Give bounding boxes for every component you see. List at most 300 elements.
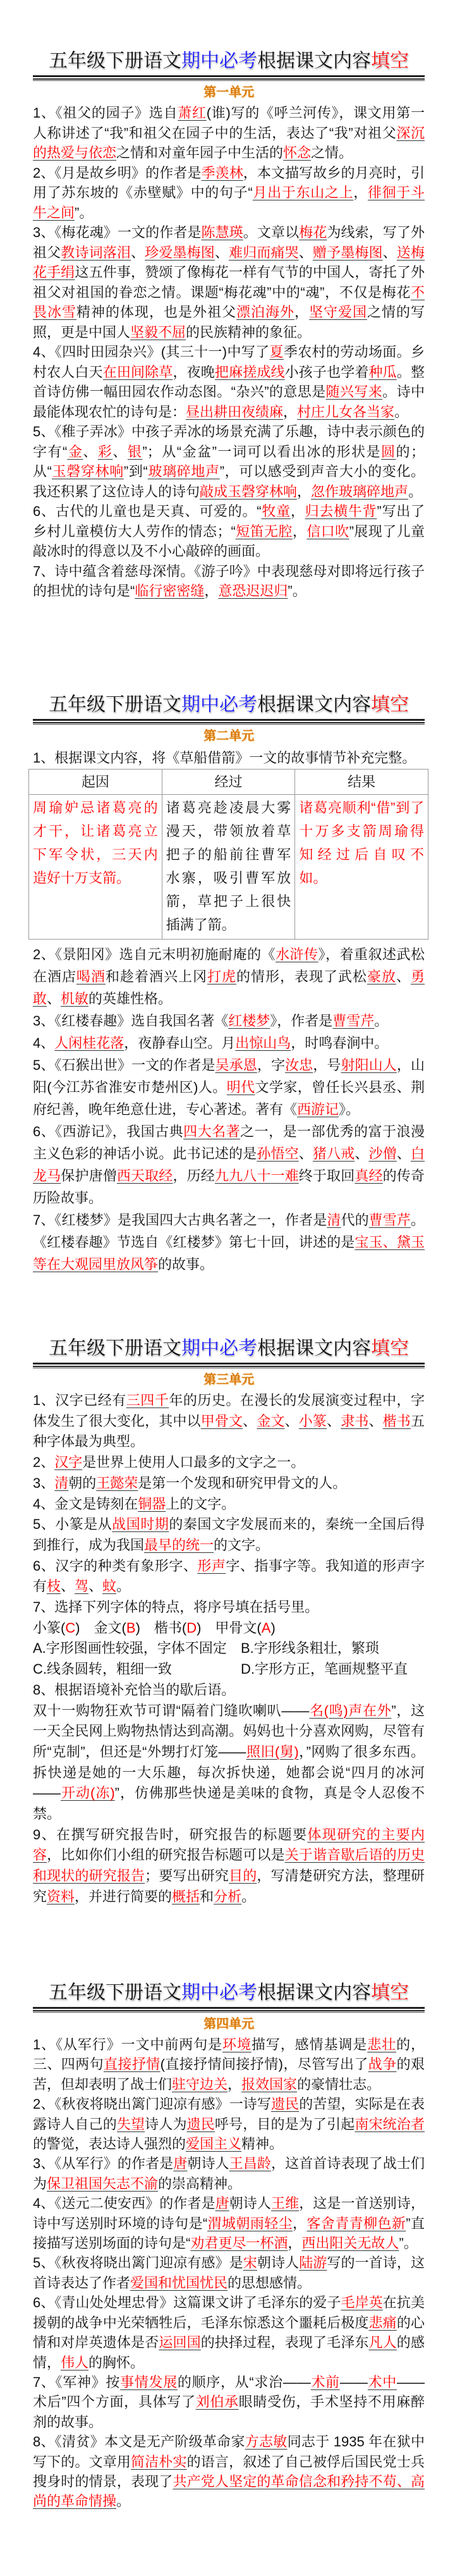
answer-blank: 曹雪芹 bbox=[368, 1212, 411, 1228]
question-text: 。诗中最能体现农忙的诗句是： bbox=[33, 384, 425, 420]
answer-blank: 怀念 bbox=[283, 145, 312, 161]
answer-blank: 玉磬穿林响 bbox=[51, 463, 124, 479]
question-text: 保护唐僧 bbox=[61, 1168, 117, 1184]
question-text: 4、《四时田园杂兴》(其三十一)中写了 bbox=[33, 344, 270, 360]
option-text: B.字形线条粗壮，繁琐 bbox=[241, 1640, 379, 1657]
question-text: ， bbox=[293, 2215, 307, 2231]
question-item bbox=[33, 2293, 425, 2372]
question-text: 、 bbox=[61, 1578, 75, 1595]
answer-blank: 陈慧瑛 bbox=[201, 224, 243, 240]
question-text: 的思想感情。 bbox=[228, 2274, 312, 2291]
answer-blank: 银 bbox=[127, 443, 143, 460]
question-text: 4、金文是铸刻在 bbox=[33, 1495, 138, 1512]
answer-blank: 陆游 bbox=[299, 2255, 327, 2271]
answer-blank: 体现研究的主要内容 bbox=[33, 1826, 425, 1863]
question-text: 3、《梅花魂》一文的作者是 bbox=[33, 224, 202, 240]
question-text: ，山阳(今江苏省淮安市楚州区)人。 bbox=[33, 1057, 425, 1095]
question-text: 描写，感情基调是 bbox=[251, 2037, 368, 2052]
answer-blank: 坚毅不屈 bbox=[130, 324, 186, 340]
answer-blank: 真经 bbox=[355, 1168, 383, 1184]
answer-letter: D bbox=[186, 1619, 197, 1636]
answer-blank: 漂泊海外 bbox=[236, 304, 294, 320]
answer-blank: 唐 bbox=[215, 2195, 229, 2212]
question-text: (直接抒情间接抒情)，尽管写出了 bbox=[160, 2056, 368, 2073]
answer-blank: 目的 bbox=[229, 1868, 257, 1884]
answer-blank: 短笛无腔 bbox=[235, 523, 293, 539]
question-text: 的语言，叙述了自己被俘后国民党士兵搜身时的情景，表现了 bbox=[33, 2453, 425, 2489]
question-text: 是世界上使用人口最多的文字之一。 bbox=[82, 1454, 305, 1471]
answer-blank: 客舍青青柳色新 bbox=[306, 2215, 406, 2231]
question-text: 、 bbox=[396, 1146, 411, 1162]
answer-blank: 王昌龄 bbox=[229, 2156, 271, 2172]
question-text: 这五件事，赞颂了像梅花一样有气节的中国人，寄托了外祖父对祖国的眷恋之情。课题“梅花魂”中的“魂”，不仅是梅花 bbox=[33, 264, 425, 300]
question-text: 的苦望，实际是在表露诗人自己的 bbox=[33, 2096, 425, 2132]
answer-blank: 开动(冻) bbox=[61, 1785, 115, 1801]
title-part: 根据课文内容 bbox=[257, 1338, 371, 1359]
question-text: ”。 bbox=[75, 204, 94, 221]
question-text: ， bbox=[297, 483, 312, 500]
question-text: 3、《红楼春趣》选自我国名著《 bbox=[33, 1013, 229, 1029]
answer-blank: 爱国和忧国忧民 bbox=[130, 2274, 228, 2291]
question-text: ， bbox=[204, 583, 219, 599]
question-text: 、 bbox=[284, 1413, 299, 1429]
answer-blank: 驾 bbox=[75, 1578, 89, 1595]
title-part-highlight: 填空 bbox=[371, 1338, 409, 1359]
question-text: 6、《青山处处埋忠骨》这篇课文讲了毛泽东的爱子 bbox=[33, 2295, 341, 2311]
question-item bbox=[33, 2253, 425, 2293]
answer-blank: 清 bbox=[327, 1212, 341, 1228]
question-item bbox=[33, 561, 425, 601]
question-text: 的警觉，表达诗人强烈的 bbox=[33, 2136, 186, 2152]
answer-blank: 射阳山人 bbox=[341, 1057, 397, 1073]
answer-blank: 汝忠 bbox=[285, 1057, 313, 1073]
answer-blank: 孙悟空 bbox=[257, 1146, 299, 1162]
question-text: 的故事。 bbox=[158, 1256, 214, 1272]
answer-blank: 遗民 bbox=[186, 2116, 215, 2132]
question-text: 。整首诗仿佛一幅田园农作动态图。“杂兴”的意思是 bbox=[33, 364, 425, 400]
question-text: 精神。 bbox=[241, 2136, 284, 2152]
unit-section bbox=[33, 691, 425, 1272]
question-text: 的情形，表现了武松 bbox=[236, 969, 367, 984]
question-text: ”，仿佛那些快递是美味的食物，真是令人忍俊不禁。 bbox=[33, 1785, 425, 1822]
answer-blank: 楷书 bbox=[382, 1413, 411, 1429]
answer-blank: 事情发展 bbox=[120, 2374, 178, 2390]
table-header: 经过 bbox=[162, 770, 295, 795]
answer-blank: 曹雪芹 bbox=[332, 1013, 375, 1029]
question-text: 5、小篆是从 bbox=[33, 1516, 112, 1533]
question-text: 1、根据课文内容，将《草船借箭》一文的故事情节补充完整。 bbox=[33, 750, 416, 766]
question-text: ， bbox=[283, 403, 298, 420]
question-text: ， bbox=[353, 185, 368, 200]
question-text: ，字 bbox=[257, 1057, 286, 1073]
question-text: 的文字。 bbox=[214, 1536, 270, 1553]
answer-blank: 临行密密缝 bbox=[135, 583, 205, 599]
question-text: ，这是一首送别诗，诗中写送别时环境的诗句是“ bbox=[33, 2195, 425, 2231]
question-text: —— bbox=[339, 2374, 368, 2390]
question-text: 7、《红楼梦》是我国四大古典名著之一，作者是 bbox=[33, 1212, 327, 1228]
title-divider bbox=[33, 75, 425, 80]
answer-blank: 悲壮 bbox=[367, 2037, 397, 2052]
answer-letter: B bbox=[126, 1619, 136, 1636]
question-item bbox=[33, 1032, 425, 1054]
question-text: 的胸怀。 bbox=[88, 2354, 145, 2371]
answer-blank: 萧红 bbox=[178, 105, 207, 121]
table-cell: 诸葛亮顺利“借”到了十万多支箭周瑜得知经过后自叹不如。 bbox=[295, 795, 428, 940]
page-title bbox=[33, 691, 425, 719]
question-text: 之情。 bbox=[311, 145, 353, 161]
question-text: 、 bbox=[355, 1146, 369, 1162]
answer-blank: 宝玉、黛玉等在大观园里放风筝 bbox=[33, 1234, 425, 1272]
question-text: ， bbox=[292, 523, 307, 539]
question-text: 。 bbox=[374, 1013, 389, 1029]
answer-blank: 梅花 bbox=[299, 224, 327, 240]
question-text: 8、根据语境补充恰当的歇后语。 bbox=[33, 1681, 236, 1698]
answer-blank: 唐 bbox=[173, 2156, 188, 2172]
question-text: ，夜晚 bbox=[173, 364, 215, 380]
answer-blank: 小篆 bbox=[298, 1413, 327, 1429]
answer-blank: 概括 bbox=[172, 1888, 200, 1904]
question-text: ， bbox=[290, 503, 305, 519]
title-part: 五年级下册语文 bbox=[49, 694, 181, 715]
table-row bbox=[29, 795, 428, 940]
question-text: 、 bbox=[88, 1578, 103, 1595]
answer-blank: 最早的统一 bbox=[144, 1536, 214, 1553]
question-text: 2、《月是故乡明》的作者是 bbox=[33, 164, 202, 181]
answer-blank: 蚊 bbox=[102, 1578, 117, 1595]
answer-blank: 沙僧 bbox=[368, 1146, 397, 1162]
question-item bbox=[33, 747, 425, 769]
answer-blank: 勇敢 bbox=[33, 969, 425, 1007]
option-text: D.字形方正，笔画规整平直 bbox=[241, 1661, 408, 1677]
answer-blank: 意恐迟迟归 bbox=[218, 583, 288, 599]
answer-letter: C bbox=[65, 1619, 76, 1636]
question-text: 、 bbox=[214, 244, 229, 261]
question-text: 4、《送元二使安西》的作者是 bbox=[33, 2195, 215, 2212]
unit-section bbox=[33, 1979, 425, 2510]
answer-blank: 随兴写来 bbox=[325, 384, 383, 400]
question-text: 2、《秋夜将晓出篱门迎凉有感》一诗写 bbox=[33, 2096, 271, 2113]
question-text: ，号 bbox=[313, 1057, 341, 1073]
answer-blank: 豪放 bbox=[367, 969, 396, 984]
question-text: 6、古代的儿童也是天真、可爱的。“ bbox=[33, 503, 262, 519]
table-cell: 周瑜妒忌诸葛亮的才干，让诸葛亮立下军令状，三天内造好十万支箭。 bbox=[29, 795, 162, 940]
title-divider bbox=[33, 719, 425, 723]
title-part: 五年级下册语文 bbox=[49, 1338, 181, 1359]
title-part-highlight: 期中必考 bbox=[181, 1982, 257, 2003]
unit-heading: 第二单元 bbox=[203, 729, 254, 743]
answer-blank: 忽作玻璃碎地声 bbox=[311, 483, 409, 500]
question-text: 之情的写照，更是中国人 bbox=[33, 304, 425, 340]
question-text: 代的 bbox=[341, 1212, 369, 1228]
question-text: ”。 bbox=[288, 583, 306, 599]
answer-blank: 坚守爱国 bbox=[308, 304, 367, 320]
answer-blank: 金文 bbox=[257, 1413, 285, 1429]
answer-blank: 铜器 bbox=[138, 1495, 166, 1512]
answer-blank: 甲骨文 bbox=[200, 1413, 243, 1429]
question-text: ，时鸣春涧中。 bbox=[291, 1035, 389, 1051]
question-text: ”，这一天全民网上购物热情达到高潮。妈妈也十分喜欢网购，尽管有所“克制”，但还是“外甥打灯笼—— bbox=[33, 1702, 425, 1760]
answer-blank: 西游记 bbox=[297, 1101, 339, 1117]
answer-blank: 敲成玉磬穿林响 bbox=[200, 483, 298, 500]
question-text: 之一，是一部优秀的富于浪漫主义色彩的神话小说。此书记述的是 bbox=[33, 1124, 425, 1162]
question-item bbox=[33, 1120, 425, 1209]
title-part: 根据课文内容 bbox=[257, 1982, 371, 2003]
answer-blank: 猪八戒 bbox=[312, 1146, 355, 1162]
question-text: 、 bbox=[396, 969, 411, 984]
answer-blank: 玻璃碎地声 bbox=[147, 463, 220, 479]
answer-blank: 不畏冰雪 bbox=[33, 284, 425, 320]
title-part: 根据课文内容 bbox=[257, 694, 371, 715]
question-text: 的；从“ bbox=[33, 443, 425, 479]
title-part-highlight: 填空 bbox=[371, 1982, 409, 2003]
question-text: ”，可以感受到声音大小的变化。我还积累了这位诗人的诗句 bbox=[33, 463, 425, 500]
question-text: ，历经 bbox=[173, 1168, 215, 1184]
option-text: C.线条圆转，粗细一致 bbox=[33, 1661, 173, 1677]
answer-blank: 悲痛 bbox=[368, 2314, 397, 2331]
question-text: 1、《祖父的园子》选自 bbox=[33, 105, 178, 121]
question-text: ， bbox=[228, 2076, 242, 2092]
question-item bbox=[33, 2154, 425, 2193]
question-text: 上的文字。 bbox=[166, 1495, 236, 1512]
question-item bbox=[33, 1556, 425, 1597]
answer-blank: 渭城朝雨轻尘 bbox=[207, 2215, 293, 2231]
title-part-highlight: 期中必考 bbox=[181, 51, 257, 71]
question-text: 之情和对童年园子中生活的 bbox=[116, 145, 284, 161]
title-part: 五年级下册语文 bbox=[49, 51, 181, 71]
answer-letter: A bbox=[261, 1619, 271, 1636]
answer-blank: 术前 bbox=[310, 2374, 340, 2390]
question-text: 1、《从军行》一文中前两句是 bbox=[33, 2037, 223, 2052]
answer-blank: 红楼梦 bbox=[228, 1013, 270, 1029]
answer-blank: 白龙马 bbox=[33, 1146, 425, 1184]
question-text: 和 bbox=[200, 1888, 214, 1904]
question-text: ，比如你们小组的研究报告标题可以是 bbox=[47, 1847, 285, 1863]
answer-blank: 保卫祖国矢志不渝 bbox=[47, 2175, 159, 2192]
answer-blank: 徘徊于斗牛之间 bbox=[33, 185, 425, 221]
question-text: ，本文描写故乡的月亮时，引用了苏东坡的《赤壁赋》中的句子“ bbox=[33, 164, 425, 200]
question-text: 。 bbox=[116, 1578, 131, 1595]
answer-blank: 牧童 bbox=[261, 503, 291, 519]
question-text: ”展现了儿童敲冰时的得意以及不小心敲碎的画面。 bbox=[33, 523, 425, 559]
unit-heading: 第一单元 bbox=[203, 85, 254, 99]
answer-blank: 难归而痛哭 bbox=[229, 244, 299, 261]
question-text: 、 bbox=[368, 1413, 383, 1429]
question-text: 为线索，写了外祖父 bbox=[33, 224, 425, 261]
question-item bbox=[33, 2094, 425, 2154]
question-text: 朝诗人 bbox=[229, 2195, 271, 2212]
answer-blank: 把麻搓成线 bbox=[214, 364, 285, 380]
answer-blank: 分析 bbox=[214, 1888, 242, 1904]
question-text: ， bbox=[294, 304, 309, 320]
question-text: 写的一首诗，这首诗表达了作者 bbox=[33, 2255, 425, 2291]
question-text: (谁)写的《呼兰河传》，课文用第一人称讲述了“我”和祖父在园子中的生活，表达了“我”对祖父 bbox=[33, 105, 425, 141]
answer-blank: 术中 bbox=[367, 2374, 397, 2390]
question-text: 。《红楼春趣》节选自《红楼梦》第七十回，讲述的是 bbox=[33, 1212, 425, 1250]
question-item bbox=[33, 342, 425, 422]
question-text: 2、《景阳冈》选自元末明初施耐庵的《 bbox=[33, 947, 276, 962]
question-text: 》。 bbox=[339, 1101, 360, 1117]
answer-blank: 环境 bbox=[222, 2037, 252, 2052]
unit-body bbox=[33, 1390, 425, 1908]
answer-blank: 西天取经 bbox=[116, 1168, 173, 1184]
question-item bbox=[33, 223, 425, 342]
question-item bbox=[33, 1452, 425, 1473]
question-text: ”。 bbox=[399, 2235, 418, 2252]
question-text: 精神的体现，也是外祖父 bbox=[76, 304, 236, 320]
answer-blank: 驻守边关 bbox=[172, 2076, 228, 2092]
answer-blank: 隶书 bbox=[341, 1413, 369, 1429]
question-text: ，这首首诗表现了战士们为 bbox=[33, 2156, 425, 2192]
question-text: 的民族精神的象征。 bbox=[186, 324, 312, 340]
title-part: 根据课文内容 bbox=[257, 51, 371, 71]
question-text: 5、《石猴出世》一文的作者是 bbox=[33, 1057, 215, 1073]
question-text: ) 金文( bbox=[75, 1619, 126, 1636]
answer-blank: 夏 bbox=[269, 344, 284, 360]
question-text: 朝诗人 bbox=[257, 2255, 300, 2271]
answer-blank: 出惊山鸟 bbox=[235, 1035, 291, 1051]
answer-blank: 爱国主义 bbox=[186, 2136, 242, 2152]
question-text: 、 bbox=[243, 1413, 257, 1429]
question-text: 小孩子也学着 bbox=[284, 364, 369, 380]
question-text: 的豪情壮志。 bbox=[297, 2076, 381, 2092]
answer-blank: 种瓜 bbox=[368, 364, 397, 380]
question-item bbox=[33, 1597, 425, 1618]
question-text: 双十一购物狂欢节可谓“隔着门缝吹喇叭—— bbox=[33, 1702, 310, 1719]
question-text: 、 bbox=[112, 443, 128, 460]
title-part-highlight: 填空 bbox=[371, 694, 409, 715]
answer-blank: 三四千 bbox=[126, 1392, 169, 1408]
answer-blank: 信口吹 bbox=[306, 523, 349, 539]
question-text: ，夜静春山空。月 bbox=[124, 1035, 236, 1051]
answer-blank: 明代 bbox=[226, 1079, 255, 1095]
question-item bbox=[33, 1473, 425, 1494]
question-text: ) 楷书( bbox=[135, 1619, 187, 1636]
question-item bbox=[33, 1054, 425, 1120]
answer-blank: 王维 bbox=[271, 2195, 300, 2212]
question-text: 9、在撰写研究报告时，研究报告的标题要 bbox=[33, 1826, 308, 1843]
title-divider bbox=[33, 2007, 425, 2011]
question-text: 文学家，曾任长兴县丞、荆府纪善，晚年绝意仕进，专心著述。著有《 bbox=[33, 1079, 425, 1117]
question-text: 1、汉字已经有 bbox=[33, 1392, 126, 1408]
question-text: 的感情， bbox=[33, 2334, 425, 2371]
answer-blank: 形声 bbox=[197, 1557, 226, 1574]
answer-blank: 方志敏 bbox=[245, 2434, 288, 2450]
question-text: 是第一个发现和研究甲骨文的人。 bbox=[138, 1475, 347, 1491]
question-text: 朝诗人 bbox=[187, 2156, 229, 2172]
question-text: 同志于 1935 年在狱中写下的。文章用 bbox=[33, 2434, 425, 2470]
title-part-highlight: 填空 bbox=[371, 51, 409, 71]
question-text: 字、指事字等。我知道的形声字有 bbox=[33, 1557, 425, 1595]
question-item bbox=[33, 1618, 425, 1639]
question-text: 年的历史。在漫长的发展演变过程中，字体发生了很大变化，其中以 bbox=[33, 1392, 425, 1429]
answer-blank: 金 bbox=[67, 443, 83, 460]
unit-body bbox=[33, 103, 425, 601]
question-text: 的顺序，从“求治—— bbox=[177, 2374, 311, 2390]
unit-section bbox=[33, 47, 425, 599]
question-text: 》，着重叙述武松在酒店 bbox=[33, 947, 425, 984]
question-item bbox=[33, 1701, 425, 1825]
question-item bbox=[33, 1390, 425, 1452]
answer-blank: 在田间除草 bbox=[102, 364, 173, 380]
question-text: 的心情和对岸英遗体是否 bbox=[33, 2314, 425, 2351]
question-text: 眼睛受伤，手术坚持不用麻醉剂的故事。 bbox=[33, 2394, 425, 2430]
question-text: 、 bbox=[298, 244, 313, 261]
table-header: 结果 bbox=[295, 770, 428, 795]
question-text: ”到“ bbox=[123, 463, 148, 479]
question-text: 5、《秋夜将晓出篱门迎凉有感》是 bbox=[33, 2255, 243, 2271]
question-text: 的传奇历险故事。 bbox=[33, 1168, 425, 1206]
question-text: 的，三、四两句 bbox=[33, 2037, 425, 2073]
option-row bbox=[33, 1659, 425, 1680]
question-text: 7、《军神》按 bbox=[33, 2374, 121, 2390]
option-row bbox=[33, 1638, 425, 1659]
answer-blank: 吴承恩 bbox=[215, 1057, 257, 1073]
question-text: 的抉择过程，表现了毛泽东 bbox=[200, 2334, 369, 2351]
table-header-row bbox=[29, 770, 428, 795]
answer-blank: 赠予墨梅图 bbox=[312, 244, 383, 261]
question-item bbox=[33, 422, 425, 501]
question-text: ) 甲骨文( bbox=[197, 1619, 262, 1636]
question-text: ；要写出研究 bbox=[145, 1868, 229, 1884]
answer-blank: 圆 bbox=[380, 443, 396, 460]
unit-section bbox=[33, 1335, 425, 1904]
answer-blank: 关于谐音歇后语的历史和现状的研究报告 bbox=[33, 1847, 425, 1884]
question-item bbox=[33, 1514, 425, 1555]
question-text: 、 bbox=[131, 244, 145, 261]
answer-blank: 凡人 bbox=[368, 2334, 397, 2351]
answer-blank: 直接抒情 bbox=[104, 2056, 161, 2073]
answer-blank: 共产党人坚定的革命信念和矜持不苟、高尚的革命情操 bbox=[33, 2473, 425, 2510]
question-text: ，”网购了很多东西。拆快递是她的一大乐趣，每次拆快递，她都会说“四月的冰河—— bbox=[33, 1743, 425, 1801]
question-text: 、 bbox=[47, 991, 61, 1007]
answer-blank: 打虎 bbox=[207, 969, 236, 984]
answer-blank: 名(鸣)声在外 bbox=[309, 1702, 392, 1719]
unit-heading: 第三单元 bbox=[203, 1373, 254, 1387]
question-text: 5、《稚子弄冰》中孩子弄冰的场景充满了乐趣，诗中表示颜色的字有“ bbox=[33, 424, 425, 460]
answer-blank: 月出于东山之上 bbox=[252, 185, 354, 200]
answer-blank: 毛岸英 bbox=[341, 2295, 383, 2311]
question-item bbox=[33, 943, 425, 1010]
answer-blank: 珍爱墨梅图 bbox=[145, 244, 215, 261]
question-text: ，并进行简要的 bbox=[75, 1888, 173, 1904]
page-title bbox=[33, 1979, 425, 2007]
question-text: ”写出了乡村儿童模仿大人劳作的情态；“ bbox=[33, 503, 425, 539]
question-text: 、 bbox=[298, 1146, 313, 1162]
question-text: 。 bbox=[241, 1888, 256, 1904]
title-part: 五年级下册语文 bbox=[49, 1982, 181, 2003]
answer-blank: 九九八十一难 bbox=[214, 1168, 299, 1184]
answer-blank: 战国时期 bbox=[112, 1516, 169, 1533]
question-text: 的英雄性格。 bbox=[88, 991, 173, 1007]
answer-blank: 教诗词落泪 bbox=[61, 244, 131, 261]
answer-blank: 刘伯承 bbox=[195, 2394, 239, 2410]
answer-blank: 报效国家 bbox=[241, 2076, 298, 2092]
answer-blank: 简洁朴实 bbox=[131, 2453, 187, 2470]
unit-heading: 第四单元 bbox=[203, 2017, 254, 2031]
title-divider bbox=[33, 1363, 425, 1367]
question-text: 6、《西游记》，我国古典 bbox=[33, 1124, 184, 1139]
question-text: 、 bbox=[83, 443, 98, 460]
question-text: 终于取回 bbox=[298, 1168, 355, 1184]
question-text: 。 bbox=[408, 483, 423, 500]
answer-blank: 彩 bbox=[97, 443, 113, 460]
question-item bbox=[33, 1825, 425, 1908]
answer-blank: 失望 bbox=[116, 2116, 145, 2132]
question-item bbox=[33, 1680, 425, 1701]
answer-blank: 昼出耕田夜绩麻 bbox=[186, 403, 284, 420]
question-text: 、 bbox=[382, 244, 397, 261]
question-text: ”直接描写送别场面的诗句是“ bbox=[33, 2215, 425, 2252]
